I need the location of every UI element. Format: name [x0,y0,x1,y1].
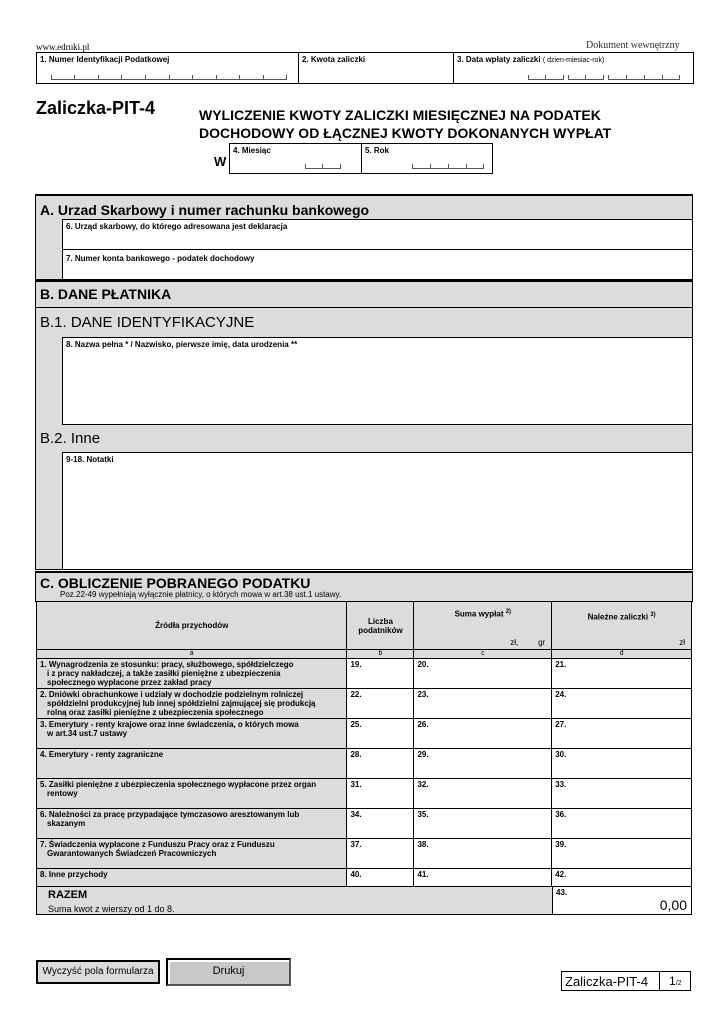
form-code-title: Zaliczka-PIT-4 [36,98,156,118]
payment-date-field[interactable] [453,52,694,84]
advance-amount-label: 2. Kwota zaliczki [302,55,366,64]
table-row [37,689,692,719]
table-row [37,809,692,839]
form-title-line2: DOCHODOWY OD ŁĄCZNEJ KWOTY DOKONANYCH WYPŁAT [199,125,612,141]
gr-unit: gr [538,638,546,647]
table-row [37,779,692,809]
source-cell: 2. Dniówki obrachunkowe i udziały w dochodzie podzielnym rolniczej spółdzielni produkcyjnej lub innej spółdzielni zajmującej się produkcją rolną oraz zasiłki pieniężne z ubezpieczenia społecznego [37,689,347,719]
date-year-ticks [608,75,680,80]
footer-form-code: Zaliczka-PIT-4 [565,974,649,989]
page-number: 1/2 [669,974,682,988]
sum-input[interactable]: 23. [414,689,552,719]
print-button[interactable]: Drukuj [166,958,291,986]
col-count-header: Liczba podatników [347,602,414,650]
col-due-header: Należne zaliczki $^{3)}$ zł [552,602,692,650]
zl-unit: zł, [510,638,519,647]
table-row [37,749,692,779]
due-input[interactable]: 42. [552,869,692,899]
source-cell: 5. Zasiłki pieniężne z ubezpieczenia społecznego wypłacone przez organ rentowy [37,779,347,809]
table-row [37,839,692,869]
notes-field[interactable] [62,452,693,570]
zl-unit-due: zł [679,638,685,647]
clear-form-button[interactable]: Wyczyść pola formularza [36,960,160,984]
letter-a: a [37,650,347,659]
count-input[interactable]: 34. [347,809,414,839]
period-fields [229,143,492,174]
page-number-box [659,971,691,991]
letter-d: d [552,650,692,659]
payment-date-label: 3. Data wpłaty zaliczki ( dzien-miesiac-rok) [457,55,605,64]
count-input[interactable]: 31. [347,779,414,809]
sum-input[interactable]: 35. [414,809,552,839]
year-label: 5. Rok [365,146,390,155]
month-label: 4. Miesiąc [233,146,271,155]
source-cell: 8. Inne przychody [37,869,347,899]
section-b1-title: B.1. DANE IDENTYFIKACYJNE [40,314,255,331]
source-cell: 1. Wynagrodzenia ze stosunku: pracy, służbowego, spółdzielczego i z pracy nakładczej, a także zasiłki pieniężne z ubezpieczenia społecznego wypłacone przez zakład pracy [37,659,347,689]
source-cell: 4. Emerytury - renty zagraniczne [37,749,347,779]
payer-name-field[interactable] [62,337,693,425]
section-a-title: A. Urzad Skarbowy i numer rachunku bankowego [40,202,370,218]
due-input[interactable]: 30. [552,749,692,779]
section-c [35,571,693,602]
source-cell: 3. Emerytury - renty krajowe oraz inne świadczenia, o których mowa w art.34 ust.7 ustawy [37,719,347,749]
bank-account-label: 7. Numer konta bankowego - podatek dochodowy [66,254,255,263]
advance-amount-field[interactable] [298,52,454,84]
total-value: 0,00 [659,897,687,913]
document-type: Dokument wewnętrzny [586,40,680,51]
source-cell: 6. Należności za pracę przypadające tymczasowo aresztowanym lub skazanym [37,809,347,839]
form-title [199,106,611,142]
year-ticks [412,164,484,169]
divider [36,307,692,308]
nip-ticks [51,75,287,80]
due-input[interactable]: 36. [552,809,692,839]
bank-account-field[interactable] [62,249,693,280]
sum-input[interactable]: 38. [414,839,552,869]
section-c-subtitle: Poz.22-49 wypełniają wyłącznie płatnicy, o których mowa w art.38 ust.1 ustawy. [60,590,342,599]
col-sources-header: Źródła przychodów [37,602,347,650]
sum-input[interactable]: 26. [414,719,552,749]
sum-input[interactable]: 20. [414,659,552,689]
date-month-ticks [568,75,604,80]
count-input[interactable]: 25. [347,719,414,749]
form-title-line1: WYLICZENIE KWOTY ZALICZKI MIESIĘCZNEJ NA PODATEK [199,107,601,123]
section-a [35,194,693,280]
notes-label: 9-18. Notatki [66,455,114,464]
year-field[interactable] [361,143,493,174]
due-input[interactable]: 27. [552,719,692,749]
nip-field[interactable] [36,52,299,84]
due-input[interactable]: 21. [552,659,692,689]
count-input[interactable]: 28. [347,749,414,779]
due-input[interactable]: 33. [552,779,692,809]
count-input[interactable]: 22. [347,689,414,719]
count-input[interactable]: 19. [347,659,414,689]
w-label: W [214,154,227,169]
letter-c: c [414,650,552,659]
col-sum-header: Suma wypłat $^{2)}$ zł, gr [414,602,552,650]
tax-office-field[interactable] [62,219,693,250]
sum-input[interactable]: 29. [414,749,552,779]
section-b [35,280,693,570]
letter-b: b [347,650,414,659]
count-input[interactable]: 37. [347,839,414,869]
table-row [37,659,692,689]
sum-input[interactable]: 41. [414,869,552,899]
date-day-ticks [528,75,564,80]
total-value-field[interactable] [552,886,692,915]
section-b2-title: B.2. Inne [40,430,101,447]
site-url: www.edruki.pl [36,42,90,52]
total-sub: Suma kwot z wierszy od 1 do 8. [48,904,175,914]
month-field[interactable] [229,143,362,174]
sum-input[interactable]: 32. [414,779,552,809]
count-input[interactable]: 40. [347,869,414,899]
footer-form-code-box [561,971,660,991]
section-b-title: B. DANE PŁATNIKA [40,286,172,302]
nip-label: 1. Numer Identyfikacji Podatkowej [40,55,170,64]
due-input[interactable]: 24. [552,689,692,719]
total-label: RAZEM [48,889,88,901]
section-c-title: C. OBLICZENIE POBRANEGO PODATKU [40,575,311,591]
calculation-table [36,601,692,899]
total-num: 43. [556,888,568,897]
payer-name-label: 8. Nazwa pełna * / Nazwisko, pierwsze imię, data urodzenia ** [66,340,298,349]
source-cell: 7. Świadczenia wypłacone z Funduszu Pracy oraz z Funduszu Gwarantowanych Świadczeń Pracowniczych [37,839,347,869]
header-fields [36,52,692,84]
table-row [37,719,692,749]
due-input[interactable]: 39. [552,839,692,869]
total-label-cell [36,886,553,915]
month-ticks [305,164,341,169]
tax-office-label: 6. Urząd skarbowy, do którego adresowana jest deklaracja [66,222,288,231]
